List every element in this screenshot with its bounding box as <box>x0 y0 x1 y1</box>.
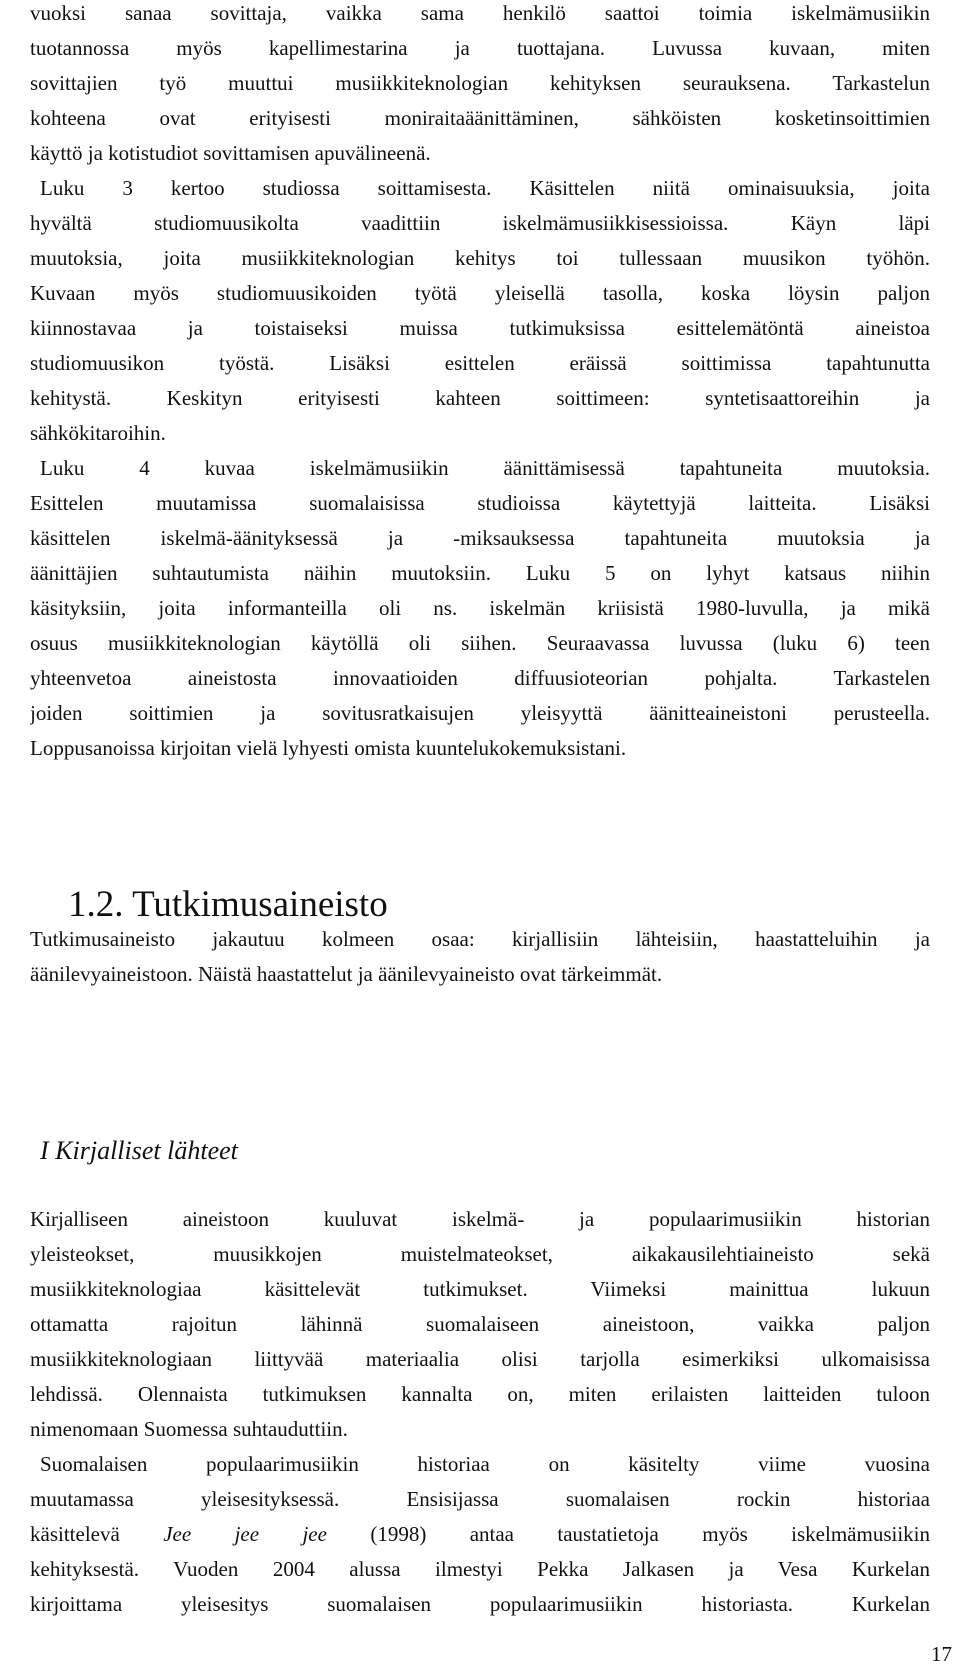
text-line: käyttö ja kotistudiot sovittamisen apuvälineenä. <box>30 141 431 165</box>
text-line: äänittäjien suhtautumista näihin muutoksiin. Luku 5 on lyhyt katsaus niihin <box>30 561 930 585</box>
subsection-text-block <box>30 1202 930 1622</box>
text-line: joiden soittimien ja sovitusratkaisujen yleisyyttä äänitteaineistoni perusteella. <box>30 701 930 725</box>
text-line: kohteena ovat erityisesti moniraitaäänittäminen, sähköisten kosketinsoittimien <box>30 106 930 130</box>
intro-text-block <box>30 0 930 766</box>
text-fragment: käsittelevä <box>30 1522 164 1546</box>
text-fragment: (1998) antaa taustatietoja myös iskelmämusiikin <box>326 1522 930 1546</box>
text-line: musiikkiteknologiaa käsittelevät tutkimukset. Viimeksi mainittua lukuun <box>30 1277 930 1301</box>
subsection-heading: I Kirjalliset lähteet <box>40 1136 238 1165</box>
text-line: Luku 3 kertoo studiossa soittamisesta. Käsittelen niitä ominaisuuksia, joita <box>40 176 930 200</box>
text-line: lehdissä. Olennaista tutkimuksen kannalta on, miten erilaisten laitteiden tuloon <box>30 1382 930 1406</box>
text-line: Kuvaan myös studiomuusikoiden työtä yleisellä tasolla, koska löysin paljon <box>30 281 930 305</box>
text-line: studiomuusikon työstä. Lisäksi esittelen eräissä soittimissa tapahtunutta <box>30 351 930 375</box>
section-text-block <box>30 922 930 992</box>
text-line: musiikkiteknologiaan liittyvää materiaalia olisi tarjolla esimerkiksi ulkomaisissa <box>30 1347 930 1371</box>
text-line: tuotannossa myös kapellimestarina ja tuottajana. Luvussa kuvaan, miten <box>30 36 930 60</box>
text-line: äänilevyaineistoon. Näistä haastattelut ja äänilevyaineisto ovat tärkeimmät. <box>30 962 663 986</box>
text-line: ottamatta rajoitun lähinnä suomalaiseen aineistoon, vaikka paljon <box>30 1312 930 1336</box>
text-line: sähkökitaroihin. <box>30 421 166 445</box>
text-line: hyvältä studiomuusikolta vaadittiin iskelmämusiikkisessioissa. Käyn läpi <box>30 211 930 235</box>
text-line: Kirjalliseen aineistoon kuuluvat iskelmä- ja populaarimusiikin historian <box>30 1207 930 1231</box>
section-heading: 1.2. Tutkimusaineisto <box>68 884 388 925</box>
text-line: Esittelen muutamissa suomalaisissa studioissa käytettyjä laitteita. Lisäksi <box>30 491 930 515</box>
text-line: yleisteokset, muusikkojen muistelmateokset, aikakausilehtiaineisto sekä <box>30 1242 930 1266</box>
text-line: käsityksiin, joita informanteilla oli ns. iskelmän kriisistä 1980-luvulla, ja mikä <box>30 596 930 620</box>
text-line: kehitystä. Keskityn erityisesti kahteen soittimeen: syntetisaattoreihin ja <box>30 386 930 410</box>
text-line: sovittajien työ muuttui musiikkiteknologian kehityksen seurauksena. Tarkastelun <box>30 71 930 95</box>
text-line: kirjoittama yleisesitys suomalaisen populaarimusiikin historiasta. Kurkelan <box>30 1592 930 1616</box>
text-line <box>30 1517 930 1552</box>
text-line: yhteenvetoa aineistosta innovaatioiden diffuusioteorian pohjalta. Tarkastelen <box>30 666 930 690</box>
text-line: Tutkimusaineisto jakautuu kolmeen osaa: kirjallisiin lähteisiin, haastatteluihin ja <box>30 927 930 951</box>
page-number: 17 <box>931 1642 952 1666</box>
text-line: osuus musiikkiteknologian käytöllä oli siihen. Seuraavassa luvussa (luku 6) teen <box>30 631 930 655</box>
text-line: muutamassa yleisesityksessä. Ensisijassa suomalaisen rockin historiaa <box>30 1487 930 1511</box>
text-line: muutoksia, joita musiikkiteknologian kehitys toi tullessaan muusikon työhön. <box>30 246 930 270</box>
text-line: Luku 4 kuvaa iskelmämusiikin äänittämisessä tapahtuneita muutoksia. <box>40 456 930 480</box>
text-line: nimenomaan Suomessa suhtauduttiin. <box>30 1417 348 1441</box>
text-line: kiinnostavaa ja toistaiseksi muissa tutkimuksissa esittelemätöntä aineistoa <box>30 316 930 340</box>
book-title: Jee jee jee <box>163 1522 327 1546</box>
text-line: käsittelen iskelmä-äänityksessä ja -miksauksessa tapahtuneita muutoksia ja <box>30 526 930 550</box>
text-line: Suomalaisen populaarimusiikin historiaa on käsitelty viime vuosina <box>40 1452 930 1476</box>
text-line: vuoksi sanaa sovittaja, vaikka sama henkilö saattoi toimia iskelmämusiikin <box>30 1 930 25</box>
text-line: Loppusanoissa kirjoitan vielä lyhyesti omista kuuntelukokemuksistani. <box>30 736 627 760</box>
text-line: kehityksestä. Vuoden 2004 alussa ilmestyi Pekka Jalkasen ja Vesa Kurkelan <box>30 1557 930 1581</box>
